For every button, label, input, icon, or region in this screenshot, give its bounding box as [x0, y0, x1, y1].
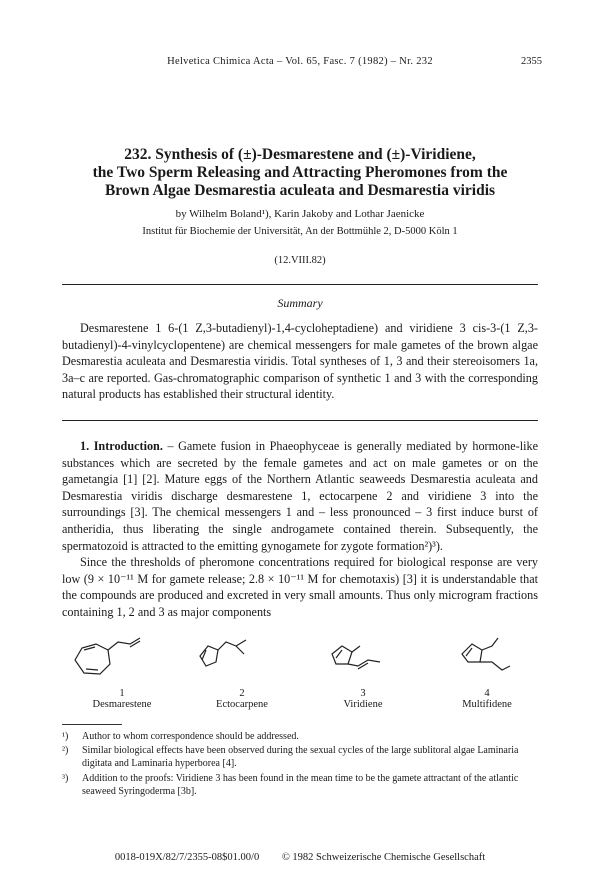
divider-bottom: [62, 420, 538, 421]
received-date: (12.VIII.82): [274, 255, 326, 266]
compound-name: Multifidene: [462, 699, 512, 710]
article-title: [60, 146, 540, 200]
footnote-mark: ³): [62, 773, 69, 784]
footnote-text: Addition to the proofs: Viridiene 3 has been found in the mean time to be the gamete attractant of the atlantic seaweed Syringoderma [3b].: [82, 773, 519, 797]
issn-code: 0018-019X/82/7/2355-08$01.00/0: [114, 852, 260, 863]
structure-desmarestene: [75, 638, 140, 674]
compound-number: 4: [484, 688, 490, 699]
structure-figures: [60, 620, 540, 690]
structure-viridiene: [332, 646, 380, 669]
compound-name: Ectocarpene: [216, 699, 268, 710]
footnote-text: Author to whom correspondence should be addressed.: [82, 731, 299, 742]
compound-caption-1: [67, 688, 177, 710]
summary-text: Desmarestene 1 6-(1 Z,3-butadienyl)-1,4-cycloheptadiene) and viridiene 3 cis-3-(1 Z,3-butadienyl)-4-vinylcyclopentene) are chemical messengers for male gametes of the brown algae Desmarestia aculeata and Desmarestia viridis. Total syntheses of 1, 3 and their stereoisomers 1a, 3a–c are reported. Gas-chromatographic comparison of synthetic 1 and 3 with the corresponding natural products has established their structural identity.: [62, 321, 538, 402]
intro-heading: 1. Introduction.: [80, 439, 163, 453]
compound-number: 3: [360, 688, 366, 699]
compound-caption-3: [308, 688, 418, 710]
introduction: [62, 438, 538, 621]
page-footer: [0, 852, 600, 863]
compound-caption-2: [187, 688, 297, 710]
journal-citation: Helvetica Chimica Acta – Vol. 65, Fasc. 7 (1982) – Nr. 232: [167, 56, 433, 67]
footnote-text: Similar biological effects have been observed during the sexual cycles of the large sublitoral algae Laminaria digitata and Laminaria hyperborea [4].: [82, 745, 519, 769]
divider-top: [62, 284, 538, 285]
compound-number: 2: [239, 688, 245, 699]
footnote-mark: ¹): [62, 731, 69, 742]
footnote-1: [62, 730, 538, 743]
summary-heading: Summary: [277, 296, 323, 310]
footnote-3: [62, 772, 538, 798]
affiliation: Institut für Biochemie der Universität, An der Bottmühle 2, D-5000 Köln 1: [142, 226, 458, 237]
footnote-rule: [62, 724, 122, 725]
compound-name: Viridiene: [343, 699, 383, 710]
summary-body: [62, 320, 538, 403]
intro-text-1: – Gamete fusion in Phaeophyceae is generally mediated by hormone-like substances which are secreted by the female gametes and act on male gametes or on the gametangia [1] [2]. Mature eggs of the Northern Atlantic seaweeds Desmarestia aculeata and Desmarestia viridis discharge desmarestene 1, ectocarpene 2 and viridiene 3 into the surroundings [3]. The chemical messengers 1 and – less pronounced – 3 first induce burst of antheridia, thus liberating the single androgamete contained therein. Subsequently, the spermatozoid is attracted to the emitting gynogamete for zygote formation²)³).: [62, 439, 539, 553]
footnote-mark: ²): [62, 745, 69, 756]
author-line: by Wilhelm Boland¹), Karin Jakoby and Lothar Jaenicke: [175, 208, 425, 220]
title-line-3: Brown Algae Desmarestia aculeata and Desmarestia viridis: [104, 182, 496, 199]
compound-number: 1: [119, 688, 125, 699]
title-line-2: the Two Sperm Releasing and Attracting Pheromones from the: [92, 164, 508, 181]
compound-caption-4: [432, 688, 542, 710]
intro-paragraph-1: [62, 438, 538, 554]
compound-name: Desmarestene: [92, 699, 152, 710]
copyright-line: © 1982 Schweizerische Chemische Gesellschaft: [281, 852, 486, 863]
structure-ectocarpene: [200, 640, 246, 666]
footnote-2: [62, 744, 538, 770]
structure-multifidene: [462, 638, 510, 670]
intro-paragraph-2: Since the thresholds of pheromone concentrations required for biological response are very low (9 × 10⁻¹¹ M for gamete release; 2.8 × 10⁻¹¹ M for chemotaxis) [3] it is understandable that the compounds are produced and excreted in very small amounts. Thus only microgram fractions containing 1, 2 and 3 as major components: [62, 555, 538, 619]
page-number: 2355: [521, 56, 542, 67]
title-line-1: 232. Synthesis of (±)-Desmarestene and (±)-Viridiene,: [124, 146, 476, 163]
